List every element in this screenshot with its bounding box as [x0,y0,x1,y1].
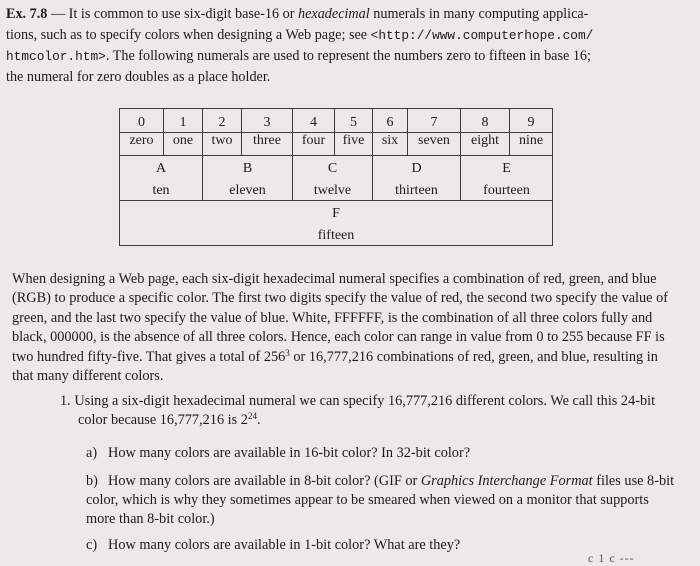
hex-cell-a [120,156,203,201]
hex-digit-4: 4 [293,109,335,133]
sub-question-a [86,444,676,463]
hex-row-digits [120,109,553,133]
hex-word-d: thirteen [395,182,438,198]
sub-b-emphasis: Graphics Interchange Format [420,473,593,489]
intro-emphasis: hexadecimal [298,6,370,22]
hex-cell-c [293,156,373,201]
question-1 [60,392,680,430]
hex-word-2: two [203,133,242,156]
sub-b-text-1: How many colors are available in 8-bit color? (GIF or [108,473,421,489]
sub-c-text: How many colors are available in 1-bit color? What are they? [108,537,461,553]
hex-word-3: three [242,133,293,156]
question-1-exponent: 24 [247,411,257,421]
hex-row-words [120,133,553,156]
hex-cell-f [120,201,553,246]
intro-text-1: It is common to use six-digit base-16 or [65,6,299,22]
hex-word-4: four [293,133,335,156]
sub-a-label: a) [86,445,98,461]
cutoff-text: c 1 c --- [588,551,635,565]
hex-row-f [120,201,553,246]
hex-word-e: fourteen [483,182,530,198]
hex-word-a: ten [152,182,170,198]
url-part-1: <http://www.computerhope.com/ [370,28,594,43]
hex-digit-2: 2 [203,109,242,133]
intro-text-2: numerals in many computing applica- [369,6,589,22]
hex-digit-d: D [411,160,422,176]
hex-digit-7: 7 [408,109,461,133]
sub-a-text: How many colors are available in 16-bit color? In 32-bit color? [108,445,471,461]
intro-line-3: . The following numerals are used to represent the numbers zero to fifteen in base 16; [105,48,591,64]
url-part-2: htmcolor.htm> [6,49,106,64]
hex-cell-d [373,156,461,201]
question-1-end: . [256,412,261,428]
rgb-paragraph [12,270,682,386]
exercise-dash: — [50,6,66,22]
sub-c-label: c) [86,537,98,553]
hex-digit-a: A [155,160,167,176]
hex-word-9: nine [510,133,553,156]
rgb-exponent: 3 [285,347,290,358]
hex-word-5: five [335,133,373,156]
hex-word-6: six [373,133,408,156]
hex-word-1: one [164,133,203,156]
hex-word-0: zero [120,133,164,156]
hex-digit-6: 6 [373,109,408,133]
sub-b-text-2: files use 8-bit color, which is why they sometimes appear to be smeared when viewed on a monitor that supports more than 8-bit color.) [86,473,675,527]
hex-digit-5: 5 [335,109,373,133]
hex-row-letters [120,156,553,201]
question-1-body: Using a six-digit hexadecimal numeral we can specify 16,777,216 different colors. We call this 24-bit color because 16,777,216 is 2 [74,393,656,428]
hex-word-c: twelve [313,182,352,198]
hex-numeral-table [119,108,553,246]
hex-word-7: seven [408,133,461,156]
question-1-number: 1. [60,393,71,409]
rgb-paragraph-end: or 16,777,216 combinations of red, green, and blue, resulting in that many different colors. [12,348,658,385]
hex-digit-8: 8 [461,109,510,133]
hex-digit-1: 1 [164,109,203,133]
hex-word-8: eight [461,133,510,156]
question-1-text [60,392,680,430]
hex-digit-f: F [332,205,340,221]
hex-digit-b: B [242,160,253,176]
hex-cell-b [203,156,293,201]
hex-digit-3: 3 [242,109,293,133]
hex-digit-9: 9 [510,109,553,133]
intro-line-4: the numeral for zero doubles as a place holder. [6,69,271,85]
exercise-intro [6,4,686,88]
intro-line-2: tions, such as to specify colors when designing a Web page; see [6,27,371,43]
rgb-paragraph-text: When designing a Web page, each six-digit hexadecimal numeral specifies a combination of red, green, and blue (RGB) to produce a specific color. The first two digits specify the value of red, the second two specify the value of green, and the last two specify the value of blue. White, FFFFFF, is the combination of all three colors fully and black, 000000, is the absence of all three colors. Hence, each color can range in value from 0 to 255 because FF is two hundred fifty-five. That gives a total of 256 [12,271,669,365]
hex-digit-c: C [327,160,338,176]
exercise-label: Ex. 7.8 [6,6,48,22]
hex-word-b: eleven [229,182,266,198]
hex-digit-e: E [502,160,511,176]
sub-b-label: b) [86,473,98,489]
hex-cell-e [461,156,553,201]
hex-digit-0: 0 [120,109,164,133]
sub-question-b [86,472,676,529]
hex-word-f: fifteen [317,227,355,243]
